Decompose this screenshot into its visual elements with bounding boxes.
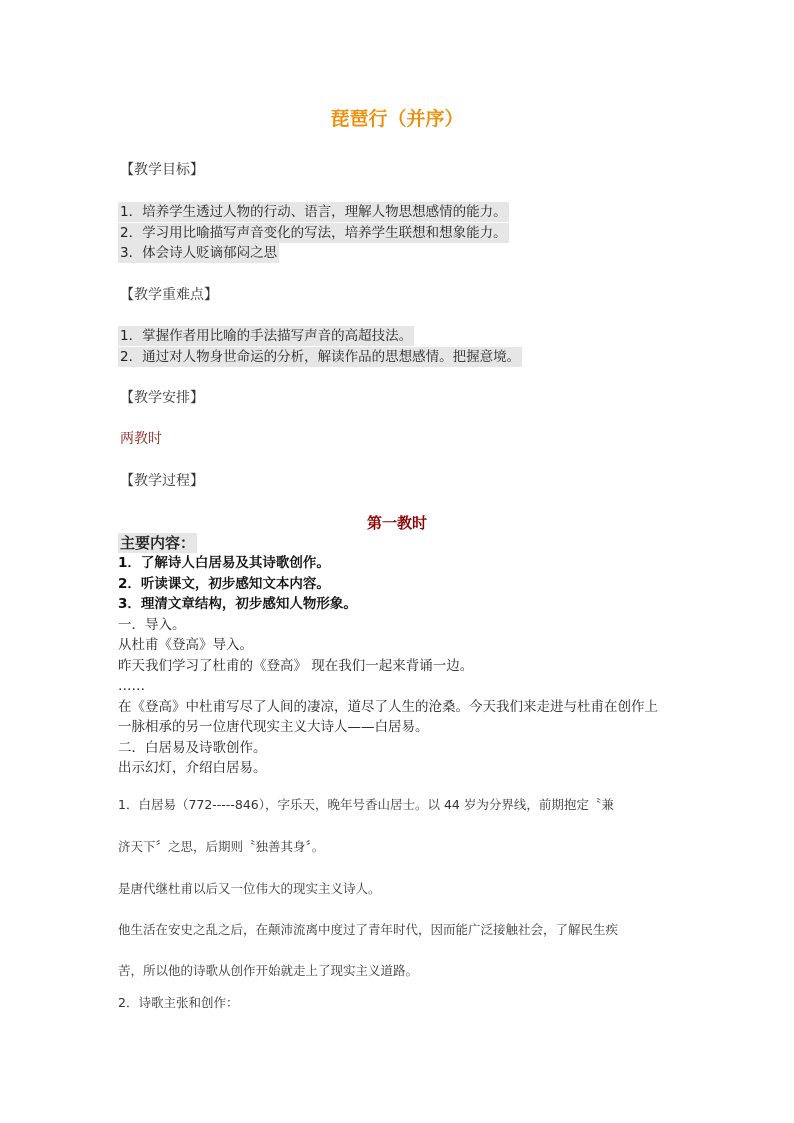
- teaching-arrangement-label: 【教学安排】: [120, 390, 204, 406]
- body-line: 从杜甫《登高》导入。: [118, 637, 253, 653]
- main-content-item: 1．了解诗人白居易及其诗歌创作。: [118, 555, 330, 571]
- body-line: 昨天我们学习了杜甫的《登高》 现在我们一起来背诵一边。: [118, 657, 474, 674]
- bio-line: 1．白居易（772-----846），字乐天，晚年号香山居士。以 44 岁为分界线，前期抱定〝兼: [118, 797, 614, 812]
- bio-line: 是唐代继杜甫以后又一位伟大的现实主义诗人。: [118, 881, 381, 896]
- teaching-process-label: 【教学过程】: [120, 473, 204, 489]
- body-line: 二．白居易及诗歌创作。: [118, 739, 267, 756]
- difficulty-item: 1．掌握作者用比喻的手法描写声音的高超技法。: [120, 328, 413, 344]
- goal-item: 1．培养学生透过人物的行动、语言，理解人物思想感情的能力。: [120, 204, 507, 220]
- body-line: ……: [118, 678, 145, 694]
- goal-item: 3．体会诗人贬谪郁闷之思: [120, 245, 278, 261]
- teaching-difficulty-label: 【教学重难点】: [120, 287, 218, 303]
- body-line: 出示幻灯，介绍白居易。: [118, 760, 267, 776]
- goal-item: 2．学习用比喻描写声音变化的写法，培养学生联想和想象能力。: [120, 224, 507, 241]
- arrangement-value: 两教时: [120, 431, 162, 447]
- body-line: 在《登高》中杜甫写尽了人间的凄凉，道尽了人生的沧桑。今天我们来走进与杜甫在创作上: [118, 698, 658, 715]
- main-content-heading: 主要内容：: [120, 534, 196, 552]
- bio-line: 他生活在安史之乱之后，在颠沛流离中度过了青年时代，因而能广泛接触社会，了解民生疾: [118, 922, 619, 937]
- bio-line: 2．诗歌主张和创作：: [118, 995, 239, 1010]
- document-title: 琵琶行（并序）: [330, 108, 464, 130]
- bio-line: 苦，所以他的诗歌从创作开始就走上了现实主义道路。: [118, 963, 419, 978]
- main-content-block: [118, 533, 688, 779]
- teaching-goals-list: [118, 201, 509, 263]
- bio-line: 济天下〞之思，后期则〝独善其身〞。: [118, 839, 325, 854]
- body-line: 一脉相承的另一位唐代现实主义大诗人——白居易。: [118, 719, 429, 735]
- main-content-item: 3．理清文章结构，初步感知人物形象。: [118, 596, 357, 612]
- teaching-difficulty-list: [118, 325, 522, 366]
- body-line: 一．导入。: [118, 616, 186, 633]
- main-content-item: 2．听读课文，初步感知文本内容。: [118, 575, 330, 592]
- difficulty-item: 2．通过对人物身世命运的分析，解读作品的思想感情。把握意境。: [120, 348, 521, 365]
- teaching-goals-label: 【教学目标】: [120, 162, 204, 178]
- lesson-title: 第一教时: [366, 514, 427, 532]
